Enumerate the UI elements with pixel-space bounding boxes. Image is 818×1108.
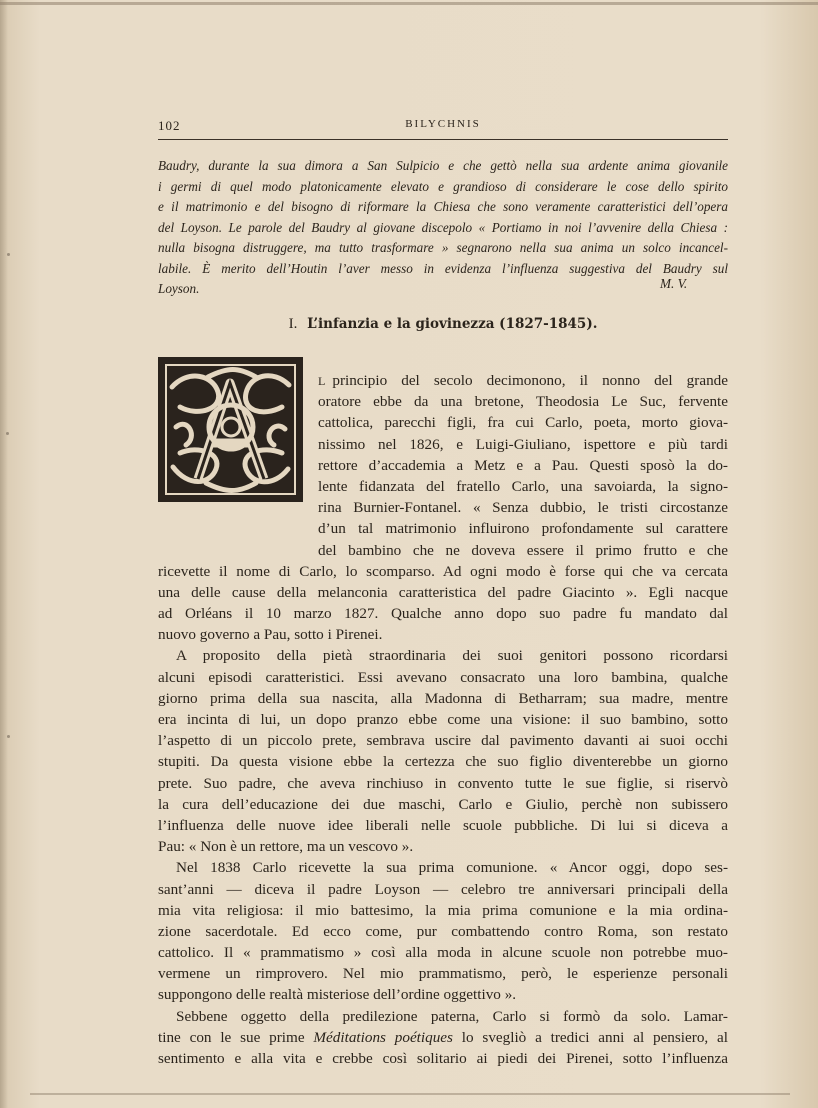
body-line: tine con le sue prime Méditations poétiques lo svegliò a tredici anni al pensiero, al [158, 1028, 728, 1046]
body-line: cattolica, parecchi figli, fra cui Carlo, poeta, morto giova- [318, 414, 728, 432]
body-line: lente fidanzata del fratello Carlo, una savoiarda, la signo- [318, 477, 728, 495]
header-rule [158, 139, 728, 140]
intro-line: nulla bisogna distruggere, ma tutto trasformare » segnarono nella sua anima un solco incancel- [158, 240, 728, 255]
bottom-edge-rule [30, 1093, 790, 1095]
body-line: era incinta di lui, un dopo pranzo ebbe come una visione: il suo bambino, sotto [158, 711, 728, 728]
body-line: d’un tal matrimonio influirono profondamente sul carattere [318, 520, 728, 538]
body-text [158, 370, 728, 1069]
intro-line: del Loyson. Le parole del Baudry al giovane discepolo « Portiamo in noi l’avvenire della Chiesa : [158, 219, 728, 235]
intro-paragraph [158, 156, 728, 300]
body-line: Pau: « Non è un rettore, ma un vescovo ». [158, 838, 414, 856]
body-line: una delle cause della melanconia caratteristica del padre Giacinto ». Egli nacque [158, 583, 728, 601]
body-line: vermene un rimprovero. Nel mio prammatismo, però, le esperienze personali [158, 965, 728, 983]
body-line: A proposito della pietà straordinaria dei suoi genitori possono ricordarsi [176, 647, 728, 665]
body-line: sentimento e alla vita e crebbe così solitario ai piedi dei Pirenei, sotto l’influenza [158, 1050, 728, 1067]
book-title: Méditations poétiques [313, 1028, 453, 1046]
body-line: nissimo nel 1826, e Luigi-Giuliano, ispettore e più tardi [318, 435, 728, 453]
body-line: L principio del secolo decimonono, il nonno del grande [318, 372, 728, 389]
body-line: alcuni episodi caratteristici. Essi avevano consacrato una loro bambina, qualche [158, 668, 728, 686]
body-line: ricevette il nome di Carlo, lo scomparso. Ad ogni modo è forse qui che va cercata [158, 562, 728, 580]
page-header [158, 118, 728, 138]
page-number: 102 [158, 118, 181, 133]
body-line: la cura dell’educazione dei due maschi, Carlo e Giulio, perchè non subissero [158, 795, 728, 813]
chapter-title: L’infanzia e la giovinezza (1827-1845). [307, 316, 598, 332]
body-line: prete. Suo padre, che aveva rinchiuso in convento tutte le sue figlie, si riservò [158, 774, 728, 792]
body-line: Nel 1838 Carlo ricevette la sua prima comunione. « Ancor oggi, dopo ses- [176, 859, 728, 877]
initial-continuation: L [318, 374, 327, 388]
intro-line: labile. È merito dell’Houtin l’aver messo in evidenza l’influenza suggestiva del Baudry sul [158, 260, 728, 276]
chapter-heading [158, 316, 728, 333]
intro-line: i germi di quel modo platonicamente elevato e grandioso di considerare le cose dello spirito [158, 178, 728, 194]
top-edge-rule [0, 2, 818, 5]
intro-signature: M. V. [660, 276, 688, 291]
intro-line: e il matrimonio e del bisogno di riformare la Chiesa che sono veramente caratteristici dell’opera [158, 199, 728, 214]
body-line: sant’anni — diceva il padre Loyson — celebro tre anniversari principali della [158, 880, 728, 898]
ink-speck [6, 432, 9, 435]
ink-speck [7, 253, 10, 256]
body-line: mia vita religiosa: il mio battesimo, la mia prima comunione e la mia ordina- [158, 901, 728, 919]
ink-speck [7, 735, 10, 738]
body-line: del bambino che ne doveva essere il primo frutto e che [318, 541, 728, 559]
intro-line: Baudry, durante la sua dimora a San Sulpicio e che gettò nella sua ardente anima giovanile [158, 158, 728, 173]
body-line: zione sacerdotale. Ed ecco come, pur combattendo contro Roma, son restato [158, 922, 728, 940]
body-line: nuovo governo a Pau, sotto i Pirenei. [158, 626, 383, 644]
body-line: cattolico. Il « prammatismo » così alla moda in alcune scuole non potrebbe muo- [158, 944, 728, 962]
body-line: l’aspetto di un piccolo prete, sembrava uscire dal pavimento davanti ai suoi occhi [158, 732, 728, 750]
body-line: stupiti. Da questa visione ebbe la certezza che suo figlio diventerebbe un giorno [158, 753, 728, 771]
intro-line: Loyson. [158, 281, 200, 296]
running-title: BILYCHNIS [405, 118, 481, 130]
body-line: suppongono delle realtà misteriose dell’ordine oggettivo ». [158, 986, 517, 1004]
binding-shadow [0, 0, 8, 1108]
chapter-number: I. [288, 316, 298, 332]
body-line: rettore d’accademia a Metz e a Pau. Questi sposò la do- [318, 456, 728, 474]
body-line: ad Orléans il 10 marzo 1827. Qualche anno dopo suo padre fu mandato dal [158, 605, 728, 623]
body-line: l’influenza delle nuove idee liberali nelle scuole pubbliche. Di lui si diceva a [158, 816, 728, 834]
body-line: Sebbene oggetto della predilezione paterna, Carlo si formò da solo. Lamar- [176, 1007, 728, 1025]
body-line: rina Burnier-Fontanel. « Senza dubbio, le tristi circostanze [318, 499, 728, 517]
body-line: giorno prima della sua nascita, alla Madonna di Betharram; sua madre, mentre [158, 689, 728, 707]
body-line: oratore ebbe da una bretone, Theodosia Le Suc, fervente [318, 393, 728, 411]
